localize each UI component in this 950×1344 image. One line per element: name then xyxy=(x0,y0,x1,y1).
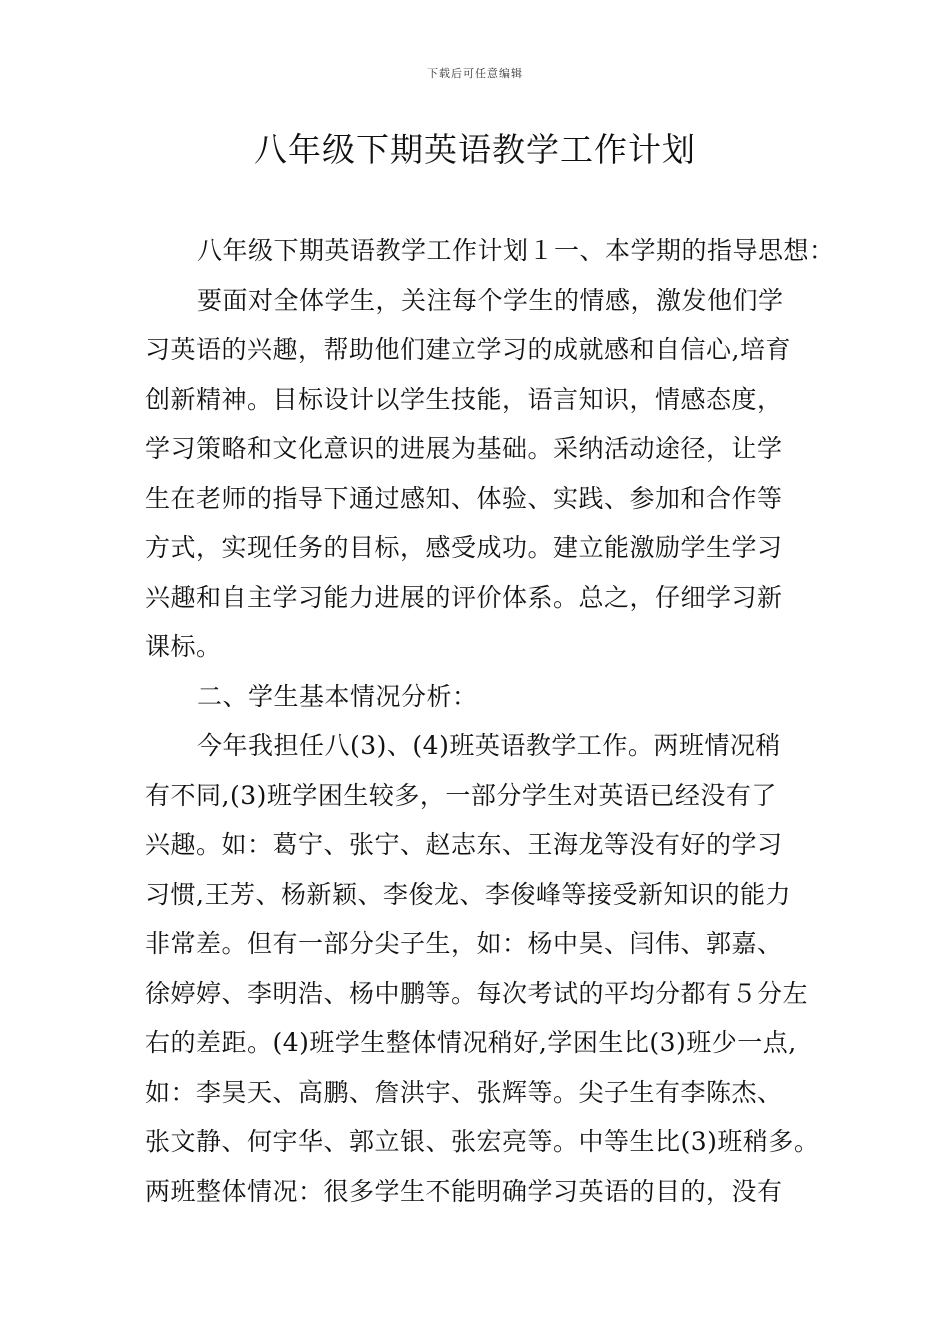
body-line: 八年级下期英语教学工作计划１一、本学期的指导思想： xyxy=(197,236,835,265)
header-note: 下载后可任意编辑 xyxy=(427,67,523,80)
body-line: 学习策略和文化意识的进展为基础。采纳活动途径，让学 xyxy=(145,434,783,463)
body-line: 张文静、何宇华、郭立银、张宏亮等。中等生比(3)班稍多。 xyxy=(145,1127,820,1156)
body-line: 习英语的兴趣，帮助他们建立学习的成就感和自信心,培育 xyxy=(145,335,791,364)
body-line: 课标。 xyxy=(145,632,222,661)
document-body xyxy=(145,226,835,1216)
body-line: 兴趣。如：葛宁、张宁、赵志东、王海龙等没有好的学习 xyxy=(145,830,783,859)
body-line: 两班整体情况：很多学生不能明确学习英语的目的，没有 xyxy=(145,1176,783,1206)
body-line: 如：李昊天、高鹏、詹洪宇、张辉等。尖子生有李陈杰、 xyxy=(145,1077,783,1107)
body-line: 生在老师的指导下通过感知、体验、实践、参加和合作等 xyxy=(145,483,783,513)
body-line: 兴趣和自主学习能力进展的评价体系。总之，仔细学习新 xyxy=(145,582,783,612)
body-line: 有不同,(3)班学困生较多，一部分学生对英语已经没有了 xyxy=(145,780,777,810)
document-title: 八年级下期英语教学工作计划 xyxy=(254,130,696,169)
body-line: 右的差距。(4)班学生整体情况稍好,学困生比(3)班少一点, xyxy=(145,1028,797,1057)
body-line: 习惯,王芳、杨新颖、李俊龙、李俊峰等接受新知识的能力 xyxy=(145,879,791,909)
body-line: 创新精神。目标设计以学生技能，语言知识，情感态度， xyxy=(145,384,783,414)
body-line: 徐婷婷、李明浩、杨中鹏等。每次考试的平均分都有５分左 xyxy=(145,978,809,1008)
body-line: 方式，实现任务的目标，感受成功。建立能激励学生学习 xyxy=(145,533,783,562)
section-heading: 二、学生基本情况分析： xyxy=(197,681,478,711)
body-line: 今年我担任八(3)、(4)班英语教学工作。两班情况稍 xyxy=(197,731,781,760)
body-line: 非常差。但有一部分尖子生，如：杨中昊、闫伟、郭嘉、 xyxy=(145,929,783,958)
body-line: 要面对全体学生，关注每个学生的情感，激发他们学 xyxy=(197,285,784,315)
